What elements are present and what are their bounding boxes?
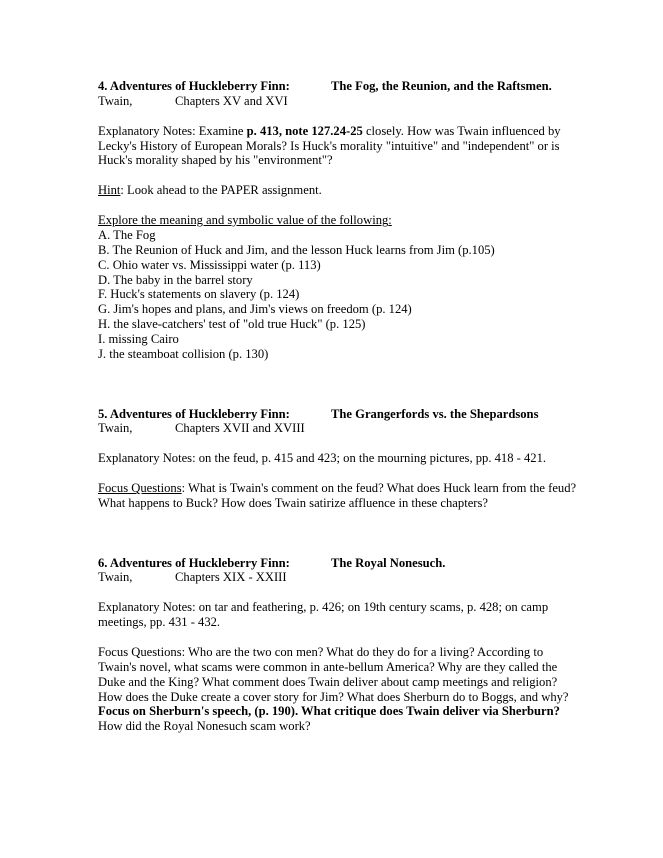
section-5-focus-line-2: What happens to Buck? How does Twain satirize affluence in these chapters? [98,495,488,510]
hint-label: Hint [98,183,121,198]
section-4-heading [98,79,618,94]
section-6-focus-last-line: How did the Royal Nonesuch scam work? [98,719,311,734]
document-page [98,79,618,734]
list-item: B. The Reunion of Huck and Jim, and the lesson Huck learns from Jim (p.105) [98,242,495,257]
section-5-topic: The Grangerfords vs. the Shepardsons [331,406,539,421]
section-6-focus-line: Duke and the King? What comment does Twain deliver about camp meetings and religion? [98,674,558,689]
section-5-chapters: Chapters XVII and XVIII [175,421,305,436]
section-6-title: 6. Adventures of Huckleberry Finn: [98,555,290,570]
section-6-notes-line-1: Explanatory Notes: on tar and feathering, p. 426; on 19th century scams, p. 428; on camp [98,600,549,615]
list-item: F. Huck's statements on slavery (p. 124) [98,287,300,302]
section-4-title: 4. Adventures of Huckleberry Finn: [98,79,290,93]
section-4-explore: Explore the meaning and symbolic value of the following: [98,213,392,228]
section-6-subheading [98,570,618,585]
section-6-author: Twain, [98,570,133,585]
focus-label: Focus Questions [98,481,182,496]
list-item: C. Ohio water vs. Mississippi water (p. 113) [98,257,321,272]
section-5-author: Twain, [98,421,133,436]
section-4-notes-line-1: Explanatory Notes: Examine p. 413, note 127.24-25 closely. How was Twain influenced by [98,123,561,138]
section-4-chapters: Chapters XV and XVI [175,93,288,108]
section-5-heading [98,407,618,422]
section-6-focus-line: Twain's novel, what scams were common in ante-bellum America? Why are they called the [98,659,558,674]
list-item: A. The Fog [98,227,156,242]
section-4-notes-line-2: Lecky's History of European Morals? Is Huck's morality "intuitive" and "independent" or is [98,138,560,153]
note-reference: p. 413, note 127.24-25 [246,123,363,138]
section-6-chapters: Chapters XIX - XXIII [175,570,287,585]
section-5 [98,407,618,511]
section-4-topic: The Fog, the Reunion, and the Raftsmen. [331,79,552,93]
section-4-subheading [98,94,618,109]
section-4 [98,79,618,362]
list-item: D. The baby in the barrel story [98,272,253,287]
list-item: I. missing Cairo [98,332,179,347]
section-6-heading [98,556,618,571]
section-6 [98,556,618,735]
section-5-notes: Explanatory Notes: on the feud, p. 415 and 423; on the mourning pictures, pp. 418 - 421. [98,451,547,466]
list-item: G. Jim's hopes and plans, and Jim's views on freedom (p. 124) [98,302,412,317]
section-6-focus-bold-line: Focus on Sherburn's speech, (p. 190). What critique does Twain deliver via Sherburn? [98,704,560,719]
section-5-subheading [98,421,618,436]
section-5-title: 5. Adventures of Huckleberry Finn: [98,406,290,421]
section-4-notes-line-3: Huck's morality shaped by his "environment"? [98,153,333,168]
section-6-focus-line: How does the Duke create a cover story for Jim? What does Sherburn do to Boggs, and why? [98,689,569,704]
section-6-notes-line-2: meetings, pp. 431 - 432. [98,615,221,630]
list-item: J. the steamboat collision (p. 130) [98,347,269,362]
section-6-focus-line: Focus Questions: Who are the two con men? What do they do for a living? According to [98,644,544,659]
section-4-hint: Hint: Look ahead to the PAPER assignment. [98,183,322,198]
section-4-author: Twain, [98,93,133,108]
list-item: H. the slave-catchers' test of "old true Huck" (p. 125) [98,317,366,332]
section-5-focus-line-1: Focus Questions: What is Twain's comment on the feud? What does Huck learn from the feud? [98,481,577,496]
section-6-topic: The Royal Nonesuch. [331,555,446,570]
